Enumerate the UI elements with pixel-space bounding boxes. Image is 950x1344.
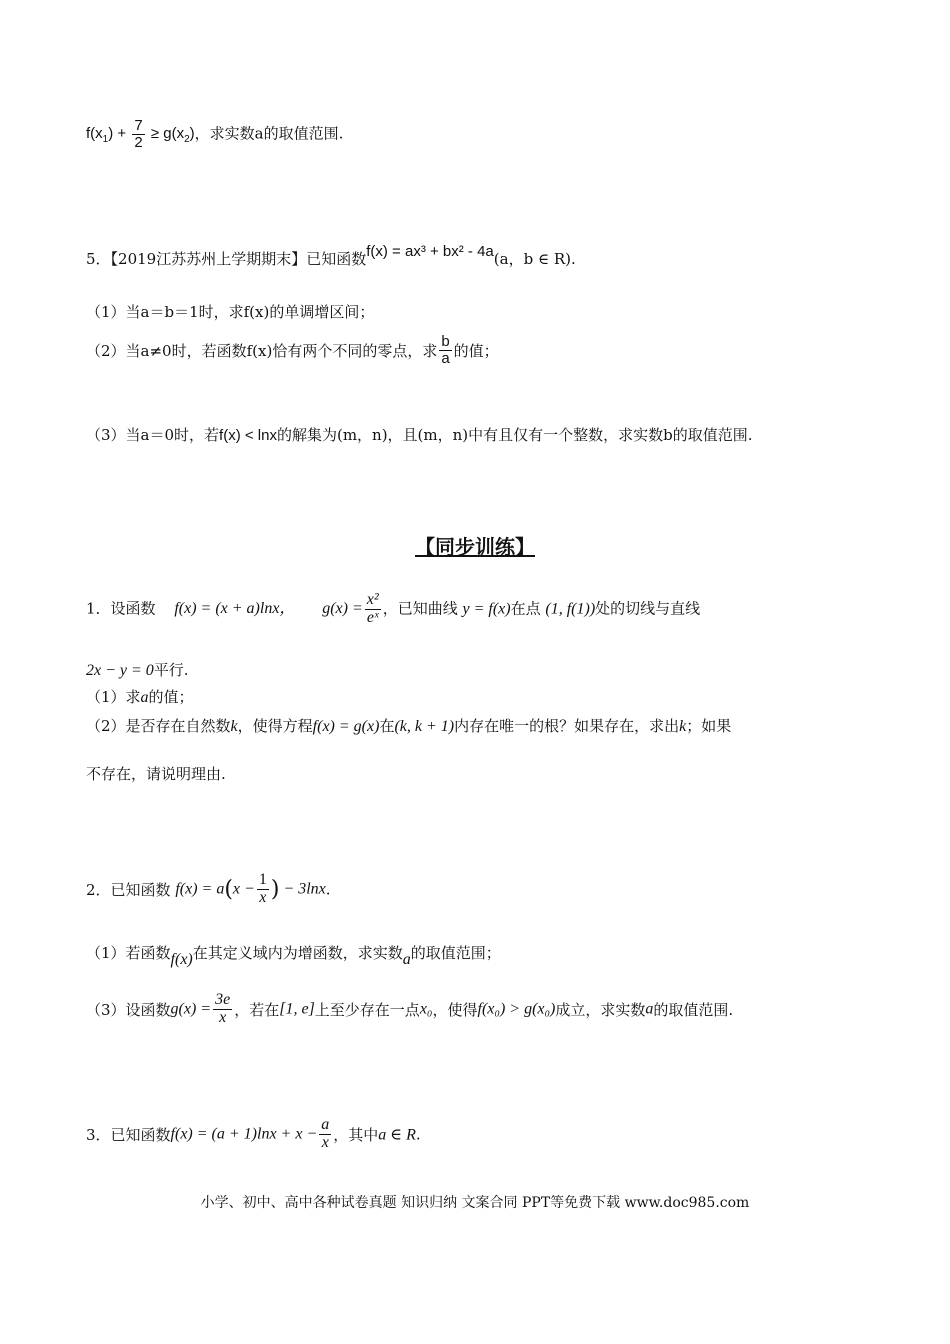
s2-dot: .: [325, 880, 331, 899]
s1-p1-prefix: （1）求: [86, 688, 141, 706]
top-sub2: 2: [184, 134, 190, 146]
q5-part3-prefix: （3）当a＝0时，若: [86, 426, 220, 444]
q5-stem: [86, 243, 576, 269]
s1-p2-b: ，使得方程: [237, 717, 313, 735]
s1-p1-var: a: [140, 689, 149, 706]
s2-part1: [86, 942, 501, 968]
s2-p3-inequality: f(x₀) > g(x₀): [477, 1000, 556, 1018]
q5-part2-fraction: [439, 334, 451, 367]
s1-p2-d: 内存在唯一的根？如果存在，求出: [454, 717, 680, 735]
top-frac-den: 2: [134, 133, 143, 151]
top-sub1: 1: [102, 134, 109, 146]
s2-part3: [86, 992, 733, 1027]
s1-part2-cont: [86, 763, 226, 784]
s1-p2-interval: (k, k + 1): [394, 718, 455, 735]
s2-p3-a: a: [645, 1000, 654, 1018]
top-close: ): [189, 125, 195, 143]
s1-point: (1, f(1)): [545, 600, 596, 618]
q5-part3-inequality: f(x) < lnx: [219, 427, 277, 444]
s2-p3-mid2: 上至少存在一点: [314, 1000, 420, 1019]
q5-frac-num: b: [441, 333, 450, 350]
s3-stem: [86, 1117, 421, 1152]
q5-part1-text: （1）当a＝b＝1时，求f(x)的单调增区间；: [86, 303, 375, 321]
q5-stem-prefix: 5．【2019江苏苏州上学期期末】已知函数: [86, 250, 367, 268]
s2-p1-f: f(x): [170, 951, 193, 968]
s1-p2-k: k: [230, 718, 238, 735]
q5-part1: [86, 301, 374, 322]
s2-p1-suffix: 的取值范围；: [410, 944, 501, 962]
q5-frac-den: a: [441, 349, 450, 367]
s2-p3-prefix: （3）设函数: [86, 1000, 171, 1019]
s2-fraction: [257, 872, 269, 907]
s2-x-part: x −: [232, 880, 255, 898]
s2-p3-num: 3e: [215, 991, 231, 1008]
s2-p3-interval: [1, e]: [279, 1000, 315, 1018]
s1-suffix: 处的切线与直线: [595, 599, 701, 618]
section-title: [0, 531, 950, 560]
s2-p3-mid4: 成立，求实数: [555, 1000, 646, 1019]
s1-curve: y = f(x): [462, 600, 511, 618]
s2-p3-g: g(x) =: [170, 1000, 212, 1018]
s1-p2-k2: k: [679, 718, 687, 735]
q5-function: f(x) = ax³ + bx² - 4a: [366, 243, 494, 260]
s1-p2-eq: f(x) = g(x): [312, 718, 380, 735]
s1-g-den: eˣ: [366, 608, 379, 626]
s1-g-fraction: [365, 592, 381, 627]
s2-frac-den: x: [259, 888, 267, 906]
s2-p1-a: a: [402, 951, 411, 968]
s1-part1: [86, 686, 194, 707]
s3-fraction: [319, 1117, 331, 1152]
s1-p1-suffix: 的值；: [148, 688, 194, 706]
q5-stem-suffix: (a，b ∈ R).: [493, 250, 576, 268]
q5-part3-suffix: 的解集为(m，n)，且(m，n)中有且仅有一个整数，求实数b的取值范围.: [276, 426, 753, 444]
q5-part2-prefix: （2）当a≠0时，若函数f(x)恰有两个不同的零点，求: [86, 341, 438, 360]
s2-p3-suffix: 的取值范围.: [653, 1000, 734, 1019]
s2-f-lhs: f(x) = a: [175, 880, 225, 898]
s3-mid: ，其中: [333, 1125, 379, 1144]
footer-text: 小学、初中、高中各种试卷真题 知识归纳 文案合同 PPT等免费下载 www.doc985.com: [200, 1195, 750, 1211]
s1-prefix: 1．设函数: [86, 599, 156, 618]
page-footer: [0, 1192, 950, 1212]
s1-mid: ，已知曲线: [382, 599, 458, 618]
top-f-text: f(x: [86, 125, 103, 143]
s1-line2: [86, 659, 189, 680]
s2-frac-num: 1: [258, 871, 267, 888]
s2-tail: − 3lnx: [279, 880, 326, 898]
s2-stem: [86, 872, 331, 907]
s1-p2-e: ；如果: [686, 717, 732, 735]
top-text: ，求实数a的取值范围.: [194, 124, 344, 143]
s3-prefix: 3．已知函数: [86, 1125, 171, 1144]
s2-p3-mid: ，若在: [234, 1000, 280, 1019]
top-ge: ≥ g(x: [146, 125, 185, 143]
s1-line1: [86, 592, 700, 627]
s2-p3-fraction: [213, 992, 232, 1027]
s1-p2-cont-text: 不存在，请说明理由.: [86, 765, 226, 783]
s2-p3-mid3: ，使得: [432, 1000, 478, 1019]
s2-prefix: 2．已知函数: [86, 880, 171, 899]
s2-p3-den: x: [219, 1008, 227, 1026]
top-plus: ) +: [108, 125, 131, 143]
s3-frac-num: a: [321, 1116, 330, 1133]
q5-part2: [86, 334, 499, 367]
s3-frac-den: x: [321, 1133, 329, 1151]
s1-f-definition: f(x) = (x + a)lnx，: [174, 600, 296, 618]
s2-p1-prefix: （1）若函数: [86, 944, 171, 962]
s2-open-paren: (: [224, 876, 233, 902]
s1-p2-a: （2）是否存在自然数: [86, 717, 231, 735]
s1-p2-c: 在: [379, 717, 395, 735]
s1-g-num: x²: [366, 591, 379, 608]
s2-p1-mid: 在其定义域内为增函数，求实数: [192, 944, 403, 962]
s1-mid2: 在点: [510, 599, 541, 618]
top-condition-line: [86, 118, 343, 151]
q5-part3: [86, 424, 753, 445]
s2-p3-x0: x₀: [419, 1000, 433, 1018]
s3-dot: .: [415, 1125, 421, 1144]
q5-part2-suffix: 的值；: [453, 341, 499, 360]
s2-close-paren: ): [270, 876, 280, 902]
s3-f-definition: f(x) = (a + 1)lnx + x −: [170, 1125, 318, 1143]
s3-condition: a ∈ R: [378, 1126, 416, 1144]
s1-line-eq: 2x − y = 0: [86, 662, 154, 679]
top-fraction: [132, 118, 144, 151]
top-frac-num: 7: [134, 117, 143, 134]
section-title-text: 【同步训练】: [415, 535, 535, 559]
s1-part2: [86, 715, 731, 736]
s1-line2-suffix: 平行.: [153, 661, 189, 679]
s1-g-lhs: g(x) =: [322, 600, 363, 618]
